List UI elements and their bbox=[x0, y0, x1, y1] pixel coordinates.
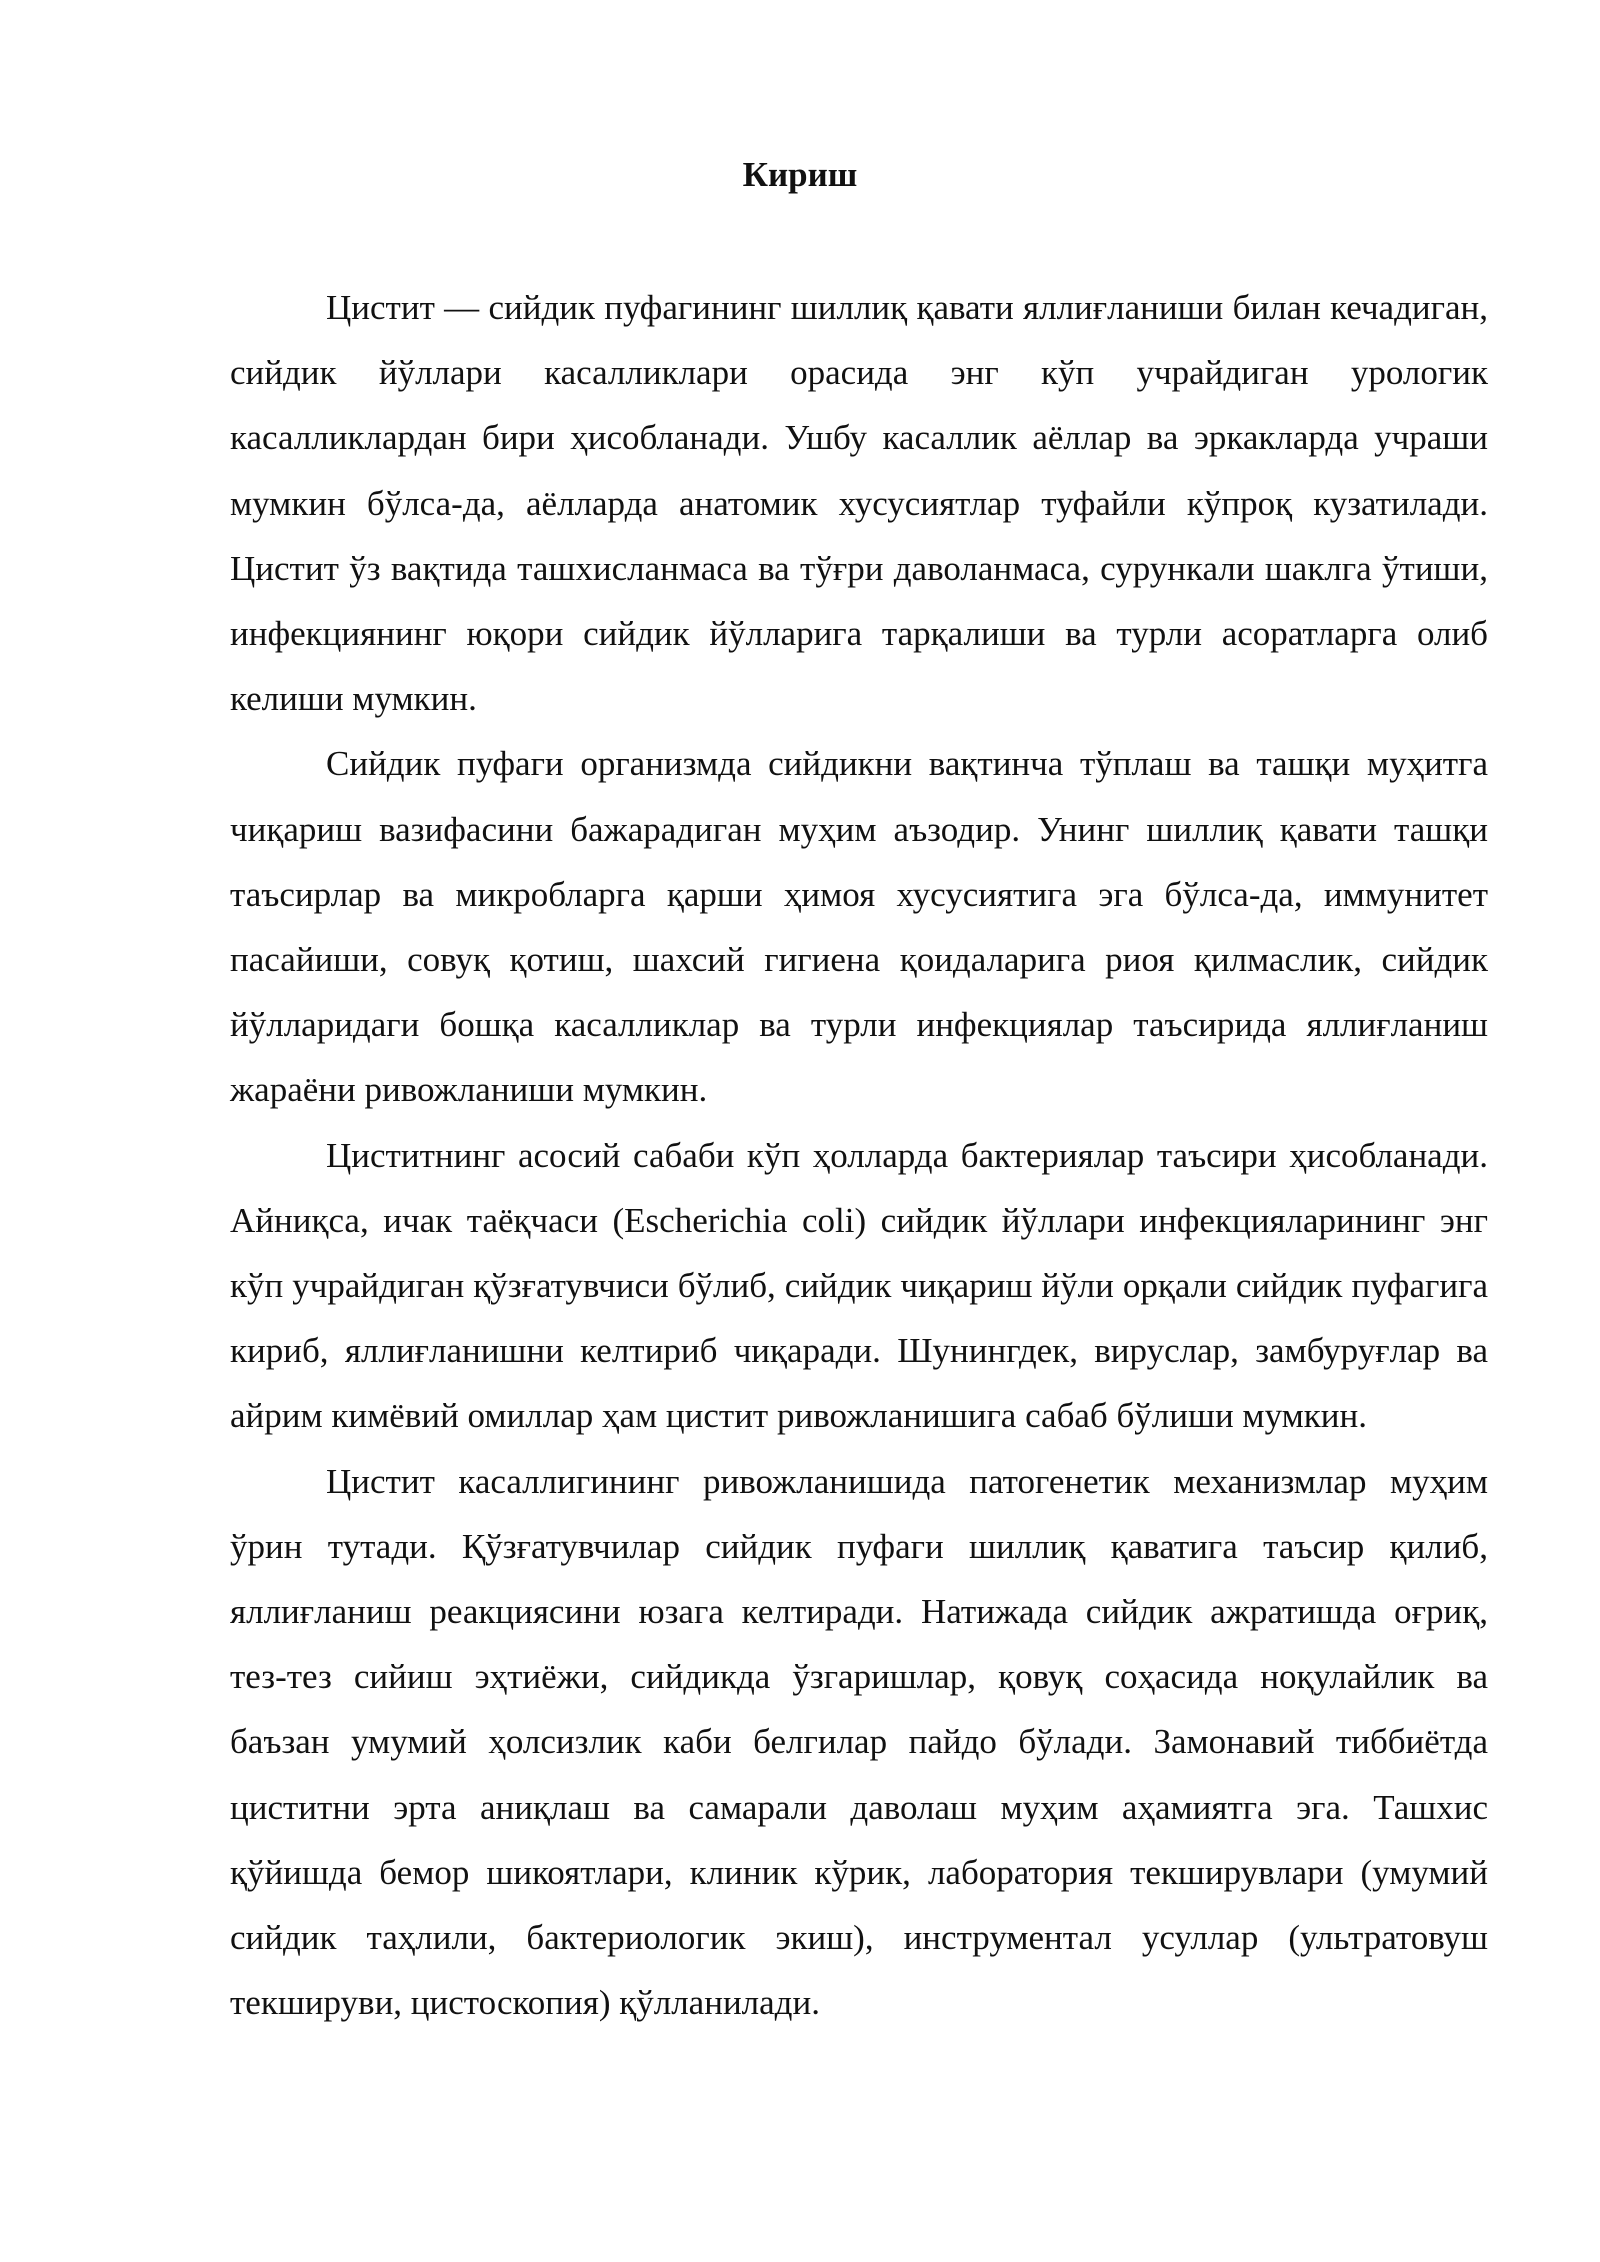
paragraph-1: Цистит — сийдик пуфагининг шиллиқ қавати яллиғланиши билан кечадиган, сийдик йўллари касалликлари орасида энг кўп учрайдиган урологик касалликлардан бири ҳисобланади. Ушбу касаллик аёллар ва эркакларда учраши мумкин бўлса-да, аёлларда анатомик хусусиятлар туфайли кўпроқ кузатилади. Цистит ўз вақтида ташхисланмаса ва тўғри даволанмаса, сурункали шаклга ўтиши, инфекциянинг юқори сийдик йўлларига тарқалиши ва турли асоратларга олиб келиши мумкин. bbox=[230, 288, 1488, 719]
page-title: Кириш bbox=[742, 155, 858, 194]
document-body bbox=[230, 275, 1488, 2035]
paragraph-4: Цистит касаллигининг ривожланишида патогенетик механизмлар муҳим ўрин тутади. Қўзғатувчилар сийдик пуфаги шиллиқ қаватига таъсир қилиб, яллиғланиш реакциясини юзага келтиради. Натижада сийдик ажратишда оғриқ, тез-тез сийиш эҳтиёжи, сийдикда ўзгаришлар, қовуқ соҳасида ноқулайлик ва баъзан умумий ҳолсизлик каби белгилар пайдо бўлади. Замонавий тиббиётда циститни эрта аниқлаш ва самарали даволаш муҳим аҳамиятга эга. Ташхис қўйишда бемор шикоятлари, клиник кўрик, лаборатория текширувлари (умумий сийдик таҳлили, бактериологик экиш), инструментал усуллар (ультратовуш текшируви, цистоскопия) қўлланилади. bbox=[230, 1461, 1488, 2023]
paragraph-2: Сийдик пуфаги организмда сийдикни вақтинча тўплаш ва ташқи муҳитга чиқариш вазифасини бажарадиган муҳим аъзодир. Унинг шиллиқ қавати ташқи таъсирлар ва микробларга қарши ҳимоя хусусиятига эга бўлса-да, иммунитет пасайиши, совуқ қотиш, шахсий гигиена қоидаларига риоя қилмаслик, сийдик йўлларидаги бошқа касалликлар ва турли инфекциялар таъсирида яллиғланиш жараёни ривожланиши мумкин. bbox=[230, 744, 1488, 1110]
paragraph-3: Циститнинг асосий сабаби кўп ҳолларда бактериялар таъсири ҳисобланади. Айниқса, ичак таёқчаси (Escherichia coli) сийдик йўллари инфекцияларининг энг кўп учрайдиган қўзғатувчиси бўлиб, сийдик чиқариш йўли орқали сийдик пуфагига кириб, яллиғланишни келтириб чиқаради. Шунингдек, вируслар, замбуруғлар ва айрим кимёвий омиллар ҳам цистит ривожланишига сабаб бўлиши мумкин. bbox=[230, 1135, 1488, 1436]
